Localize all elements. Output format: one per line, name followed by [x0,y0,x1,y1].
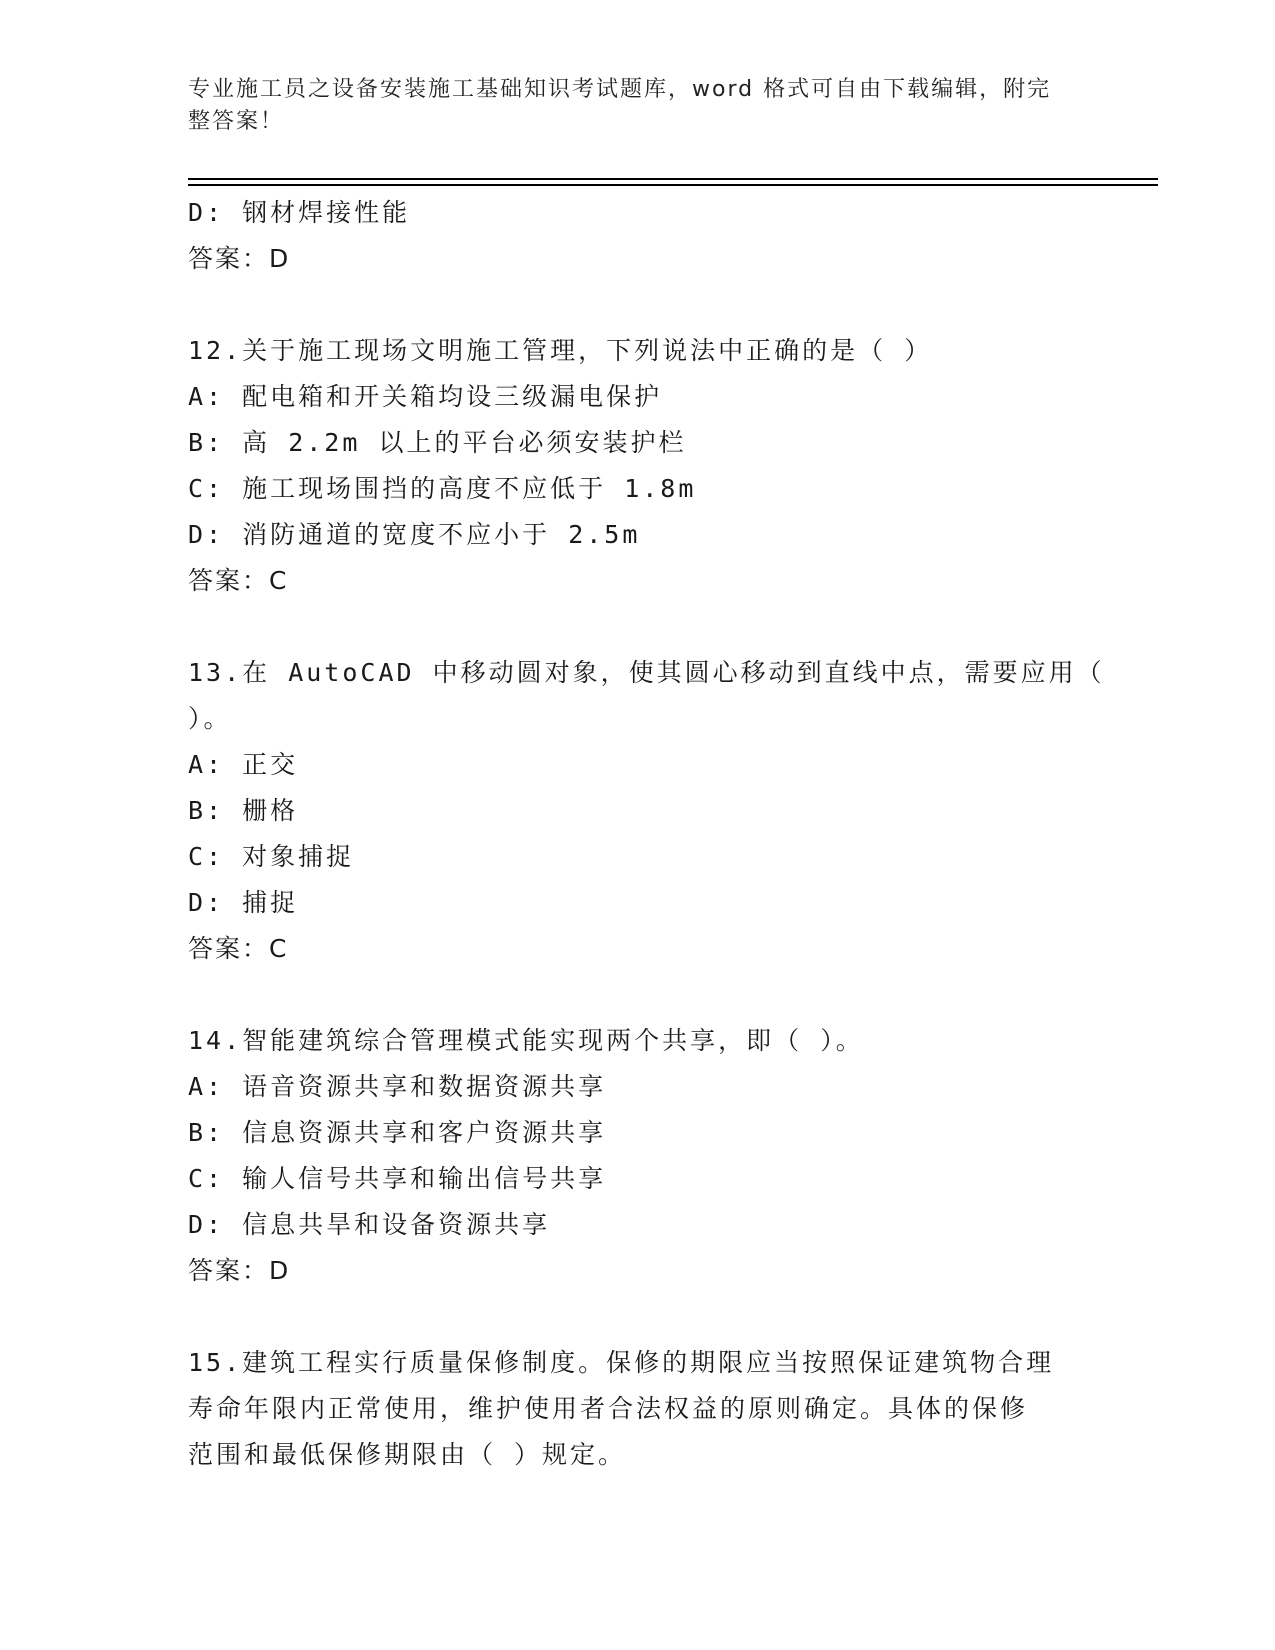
question-12 [188,328,1088,604]
q14-option-d: D: 信息共旱和设备资源共享 [188,1210,551,1239]
q13-option-c: C: 对象捕捉 [188,842,355,871]
q14-answer: 答案：D [188,1256,291,1285]
q15-stem-line2: 寿命年限内正常使用，维护使用者合法权益的原则确定。具体的保修 [188,1394,1029,1423]
q14-option-a: A: 语音资源共享和数据资源共享 [188,1072,607,1101]
q15-stem-line1: 15.建筑工程实行质量保修制度。保修的期限应当按照保证建筑物合理 [188,1348,1055,1377]
q14-option-c: C: 输人信号共享和输出信号共享 [188,1164,607,1193]
spacer [188,282,1088,328]
q12-option-d: D: 消防通道的宽度不应小于 2.5m [188,520,641,549]
spacer [188,972,1088,1018]
q12-option-a: A: 配电箱和开关箱均设三级漏电保护 [188,382,663,411]
question-15 [188,1340,1088,1478]
header-title: 专业施工员之设备安装施工基础知识考试题库，word 格式可自由下载编辑，附完整答案！ [188,77,1052,134]
q13-option-d: D: 捕捉 [188,888,299,917]
q12-option-b: B: 高 2.2m 以上的平台必须安装护栏 [188,428,687,457]
q13-answer: 答案：C [188,934,289,963]
q11-option-d: D: 钢材焊接性能 [188,198,411,227]
question-14 [188,1018,1088,1294]
q13-option-b: B: 栅格 [188,796,299,825]
q13-option-a: A: 正交 [188,750,299,779]
q12-option-c: C: 施工现场围挡的高度不应低于 1.8m [188,474,697,503]
question-13 [188,650,1105,972]
q14-stem: 14.智能建筑综合管理模式能实现两个共享，即（ ）。 [188,1026,864,1055]
question-11 [188,190,1088,282]
spacer [188,604,1088,650]
q11-answer: 答案：D [188,244,291,273]
header-divider-top [188,178,1158,180]
q12-answer: 答案：C [188,566,289,595]
spacer [188,1294,1088,1340]
q15-stem-line3: 范围和最低保修期限由（ ）规定。 [188,1440,627,1469]
q13-stem-line2: ）。 [188,704,232,733]
question-content [188,190,1105,1478]
document-header [188,74,1068,138]
q14-option-b: B: 信息资源共享和客户资源共享 [188,1118,607,1147]
q13-stem-line1: 13.在 AutoCAD 中移动圆对象，使其圆心移动到直线中点，需要应用（ [188,658,1105,687]
q12-stem: 12.关于施工现场文明施工管理，下列说法中正确的是（ ） [188,336,933,365]
header-divider-bottom [188,184,1158,186]
